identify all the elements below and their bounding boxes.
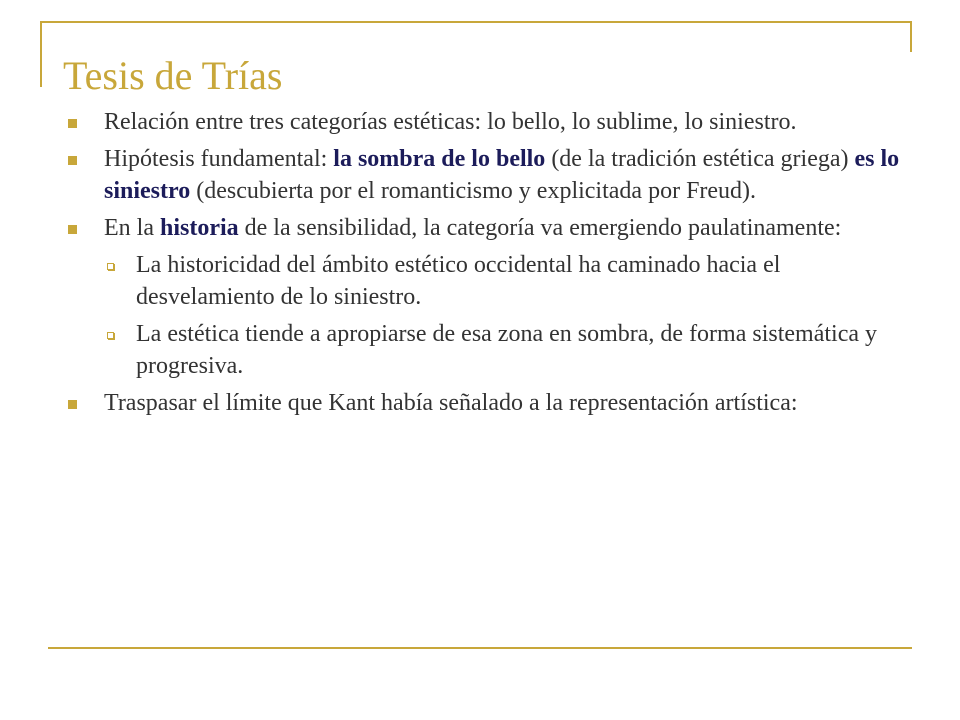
square-bullet-icon — [68, 119, 77, 128]
emphasis-text: historia — [159, 215, 239, 241]
bullet-text-part: de la sensibilidad, la categoría va emergiendo paulatinamente: — [238, 215, 842, 241]
bullet-historia — [63, 212, 923, 244]
hollow-square-bullet-icon — [107, 263, 114, 270]
frame-top-rule — [40, 21, 912, 23]
bullet-text: Traspasar el límite que Kant había señalado a la representación artística: — [104, 390, 798, 416]
sub-bullet-historicidad — [63, 249, 923, 313]
bullet-hipotesis — [63, 143, 923, 207]
sub-bullet-text: La estética tiende a apropiarse de esa zona en sombra, de forma sistemática y progresiva. — [136, 321, 877, 379]
bullet-list — [63, 106, 923, 424]
bullet-text-part: (descubierta por el romanticismo y explicitada por Freud). — [190, 178, 757, 204]
sub-bullet-text: La historicidad del ámbito estético occidental ha caminado hacia el desvelamiento de lo siniestro. — [136, 252, 781, 310]
square-bullet-icon — [68, 225, 77, 234]
bullet-text-part: Hipótesis fundamental: — [104, 146, 334, 172]
bullet-text: Relación entre tres categorías estéticas: lo bello, lo sublime, lo siniestro. — [104, 109, 797, 135]
frame-left-rule — [40, 21, 42, 87]
bullet-traspasar — [63, 387, 923, 419]
sub-bullet-estetica — [63, 318, 923, 382]
square-bullet-icon — [68, 156, 77, 165]
frame-bottom-rule — [48, 647, 912, 649]
bullet-text-part: En la — [104, 215, 160, 241]
emphasis-text: es lo siniestro — [104, 146, 900, 204]
slide-title: Tesis de Trías — [63, 53, 283, 98]
emphasis-text: la sombra de lo bello — [333, 146, 546, 172]
square-bullet-icon — [68, 400, 77, 409]
bullet-text-part: (de la tradición estética griega) — [545, 146, 855, 172]
frame-right-rule — [910, 21, 912, 52]
hollow-square-bullet-icon — [107, 332, 114, 339]
bullet-relacion — [63, 106, 923, 138]
